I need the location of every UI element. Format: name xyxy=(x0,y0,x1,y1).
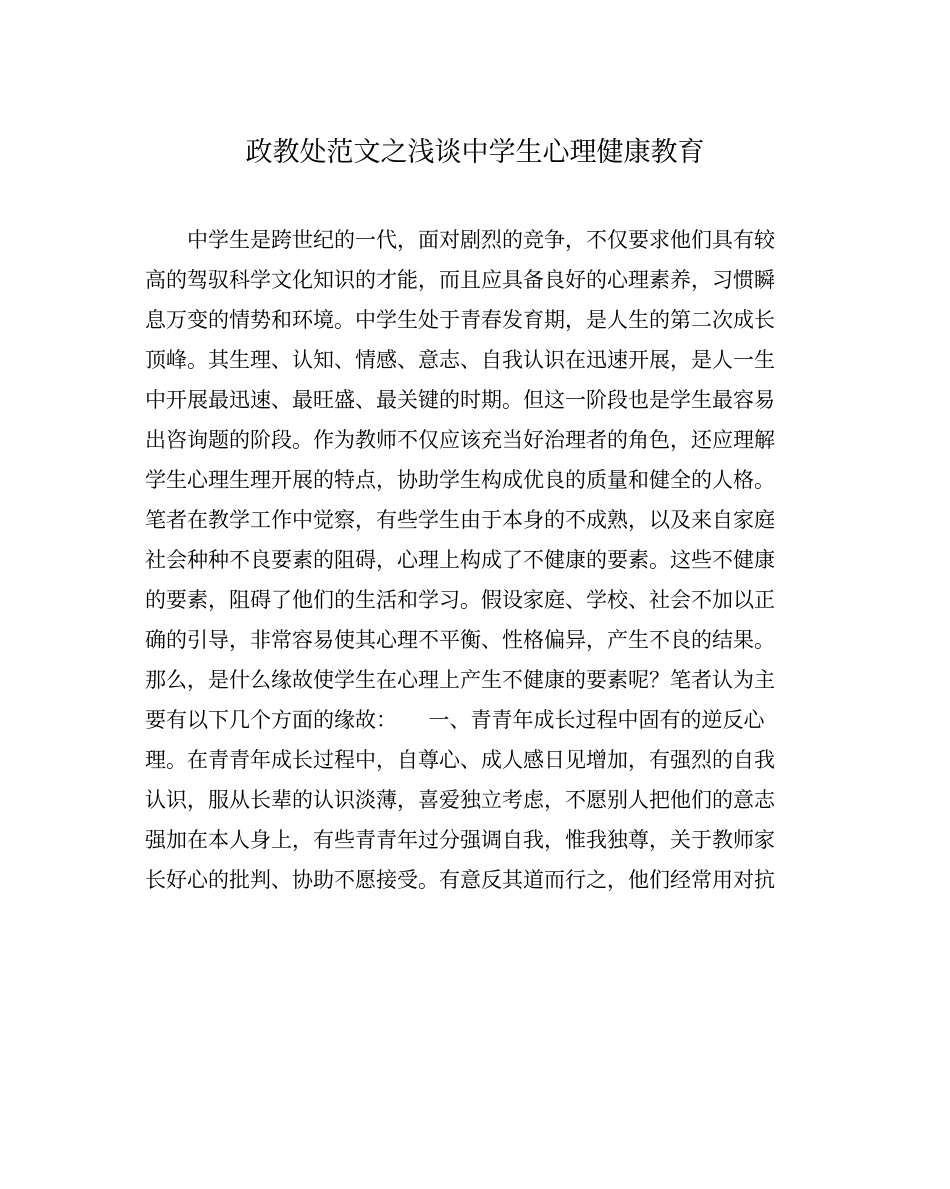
text-line: 中开展最迅速、最旺盛、最关键的时期。但这一阶段也是学生最容易 xyxy=(145,388,775,412)
text-line: 理。在青青年成长过程中，自尊心、成人感日见增加，有强烈的自我 xyxy=(145,748,775,772)
text-line: 出咨询题的阶段。作为教师不仅应该充当好治理者的角色，还应理解 xyxy=(145,428,775,452)
text-line: 顶峰。其生理、认知、情感、意志、自我认识在迅速开展，是人一生 xyxy=(145,348,775,372)
text-line: 社会种种不良要素的阻碍，心理上构成了不健康的要素。这些不健康 xyxy=(145,548,775,572)
text-line: 长好心的批判、协助不愿接受。有意反其道而行之，他们经常用对抗 xyxy=(145,868,775,892)
text-line: 确的引导，非常容易使其心理不平衡、性格偏异，产生不良的结果。 xyxy=(145,628,775,652)
text-line: 息万变的情势和环境。中学生处于青春发育期，是人生的第二次成长 xyxy=(145,308,775,332)
body-paragraph xyxy=(145,220,805,900)
text-line: 学生心理生理开展的特点，协助学生构成优良的质量和健全的人格。 xyxy=(145,468,775,492)
text-line: 认识，服从长辈的认识淡薄，喜爱独立考虑，不愿别人把他们的意志 xyxy=(145,788,775,812)
text-line: 那么，是什么缘故使学生在心理上产生不健康的要素呢？笔者认为主 xyxy=(145,668,775,692)
text-line: 中学生是跨世纪的一代，面对剧烈的竞争，不仅要求他们具有较 xyxy=(145,228,775,252)
text-line: 的要素，阻碍了他们的生活和学习。假设家庭、学校、社会不加以正 xyxy=(145,588,775,612)
text-line: 笔者在教学工作中觉察，有些学生由于本身的不成熟，以及来自家庭 xyxy=(145,508,775,532)
text-line: 要有以下几个方面的缘故： 一、青青年成长过程中固有的逆反心 xyxy=(145,708,765,732)
text-line: 强加在本人身上，有些青青年过分强调自我，惟我独尊，关于教师家 xyxy=(145,828,775,852)
document-title: 政教处范文之浅谈中学生心理健康教育 xyxy=(245,137,705,168)
text-line: 高的驾驭科学文化知识的才能，而且应具备良好的心理素养，习惯瞬 xyxy=(145,268,775,292)
